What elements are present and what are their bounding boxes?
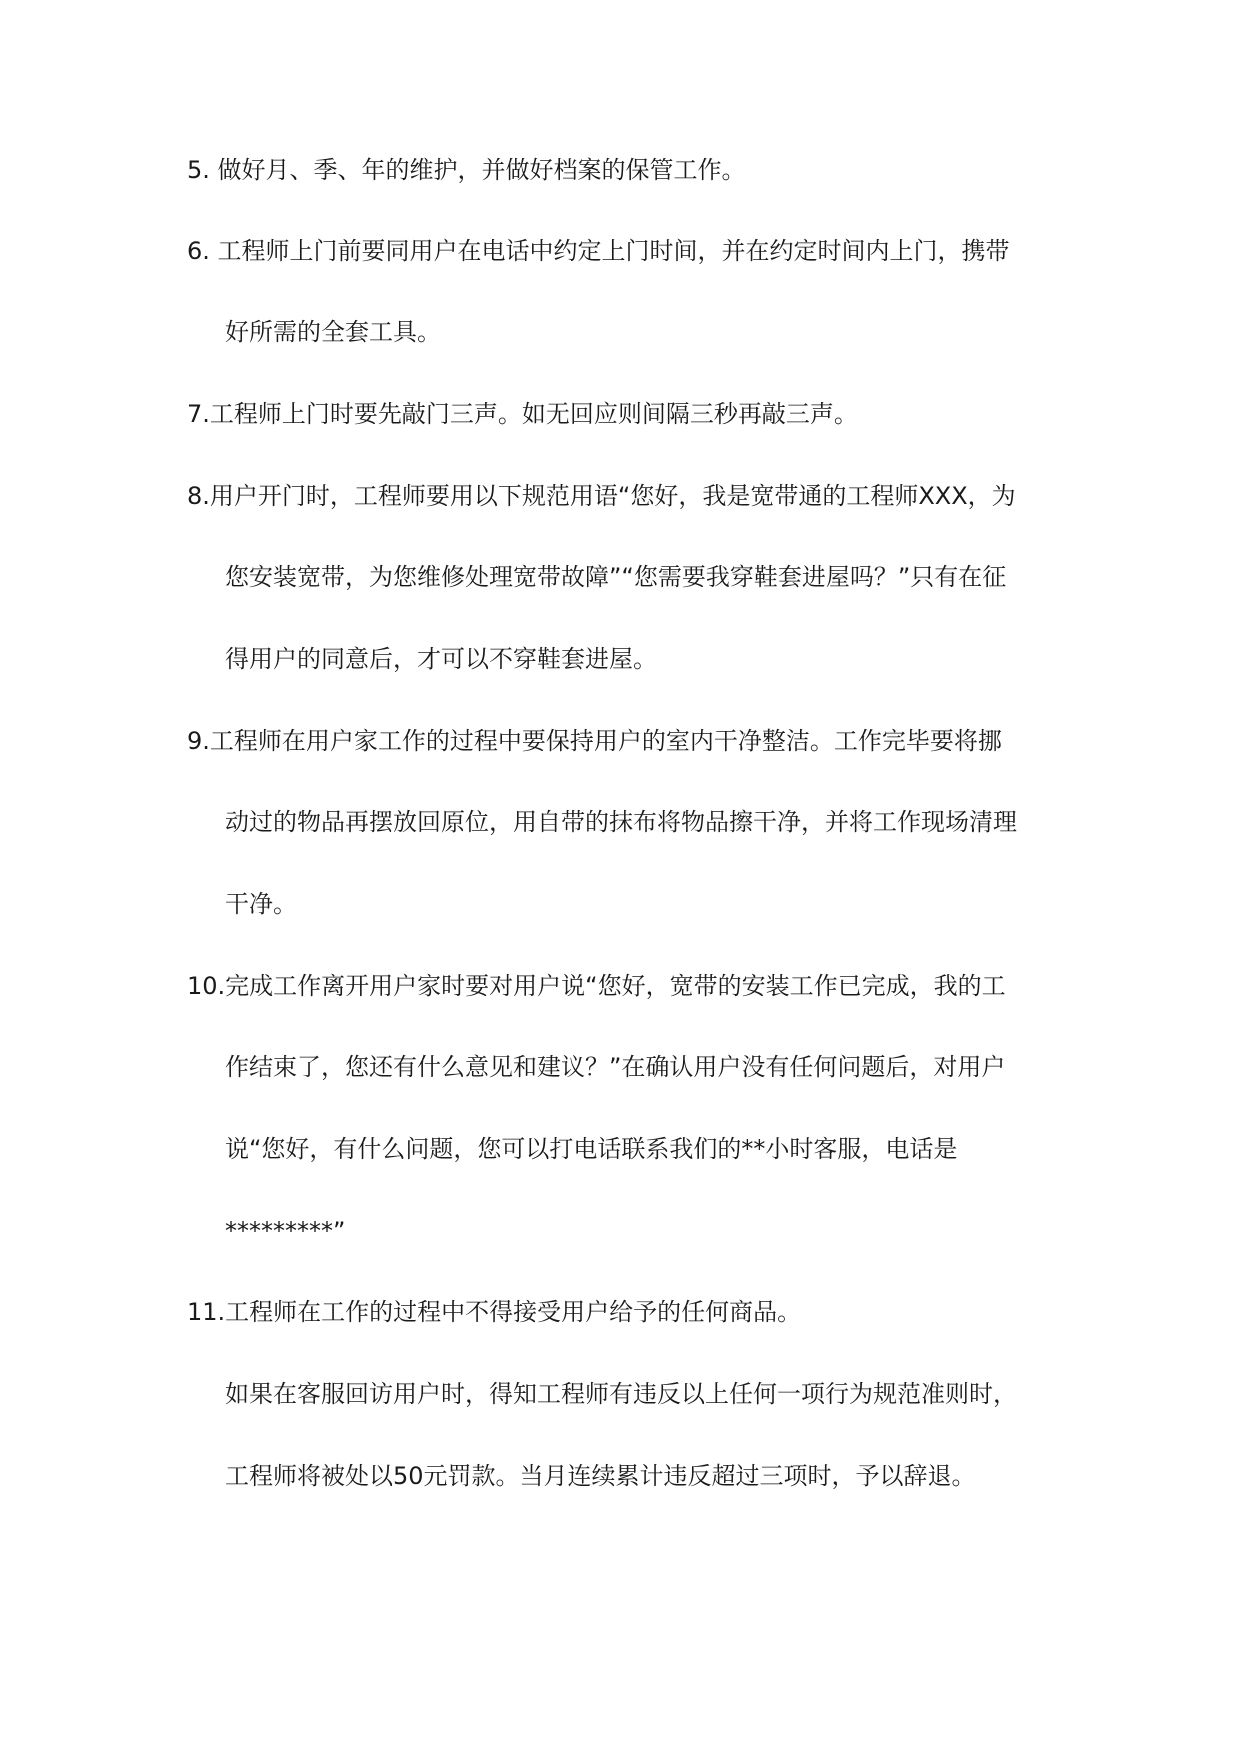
- text-line: 干净。: [225, 890, 297, 918]
- text-line: 动过的物品再摆放回原位，用自带的抹布将物品擦干净，并将工作现场清理: [225, 808, 1017, 836]
- text-line: 8.用户开门时，工程师要用以下规范用语“您好，我是宽带通的工程师XXX，为: [187, 482, 1016, 510]
- text-line: *********”: [225, 1217, 346, 1245]
- text-line: 得用户的同意后，才可以不穿鞋套进屋。: [225, 645, 657, 673]
- text-line: 如果在客服回访用户时，得知工程师有违反以上任何一项行为规范准则时，: [225, 1380, 1017, 1408]
- text-line: 5. 做好月、季、年的维护，并做好档案的保管工作。: [187, 156, 746, 184]
- text-line: 工程师将被处以50元罚款。当月连续累计违反超过三项时，予以辞退。: [225, 1462, 976, 1490]
- text-line: 作结束了，您还有什么意见和建议？”在确认用户没有任何问题后，对用户: [225, 1053, 1006, 1081]
- text-line: 说“您好，有什么问题，您可以打电话联系我们的**小时客服，电话是: [225, 1135, 958, 1163]
- text-line: 7.工程师上门时要先敲门三声。如无回应则间隔三秒再敲三声。: [187, 400, 858, 428]
- text-line: 好所需的全套工具。: [225, 318, 441, 346]
- text-line: 6. 工程师上门前要同用户在电话中约定上门时间，并在约定时间内上门，携带: [187, 237, 1010, 265]
- text-line: 9.工程师在用户家工作的过程中要保持用户的室内干净整洁。工作完毕要将挪: [187, 727, 1002, 755]
- text-line: 您安装宽带，为您维修处理宽带故障”“您需要我穿鞋套进屋吗？”只有在征: [225, 563, 1007, 591]
- text-line: 11.工程师在工作的过程中不得接受用户给予的任何商品。: [187, 1298, 802, 1326]
- text-line: 10.完成工作离开用户家时要对用户说“您好，宽带的安装工作已完成，我的工: [187, 972, 1006, 1000]
